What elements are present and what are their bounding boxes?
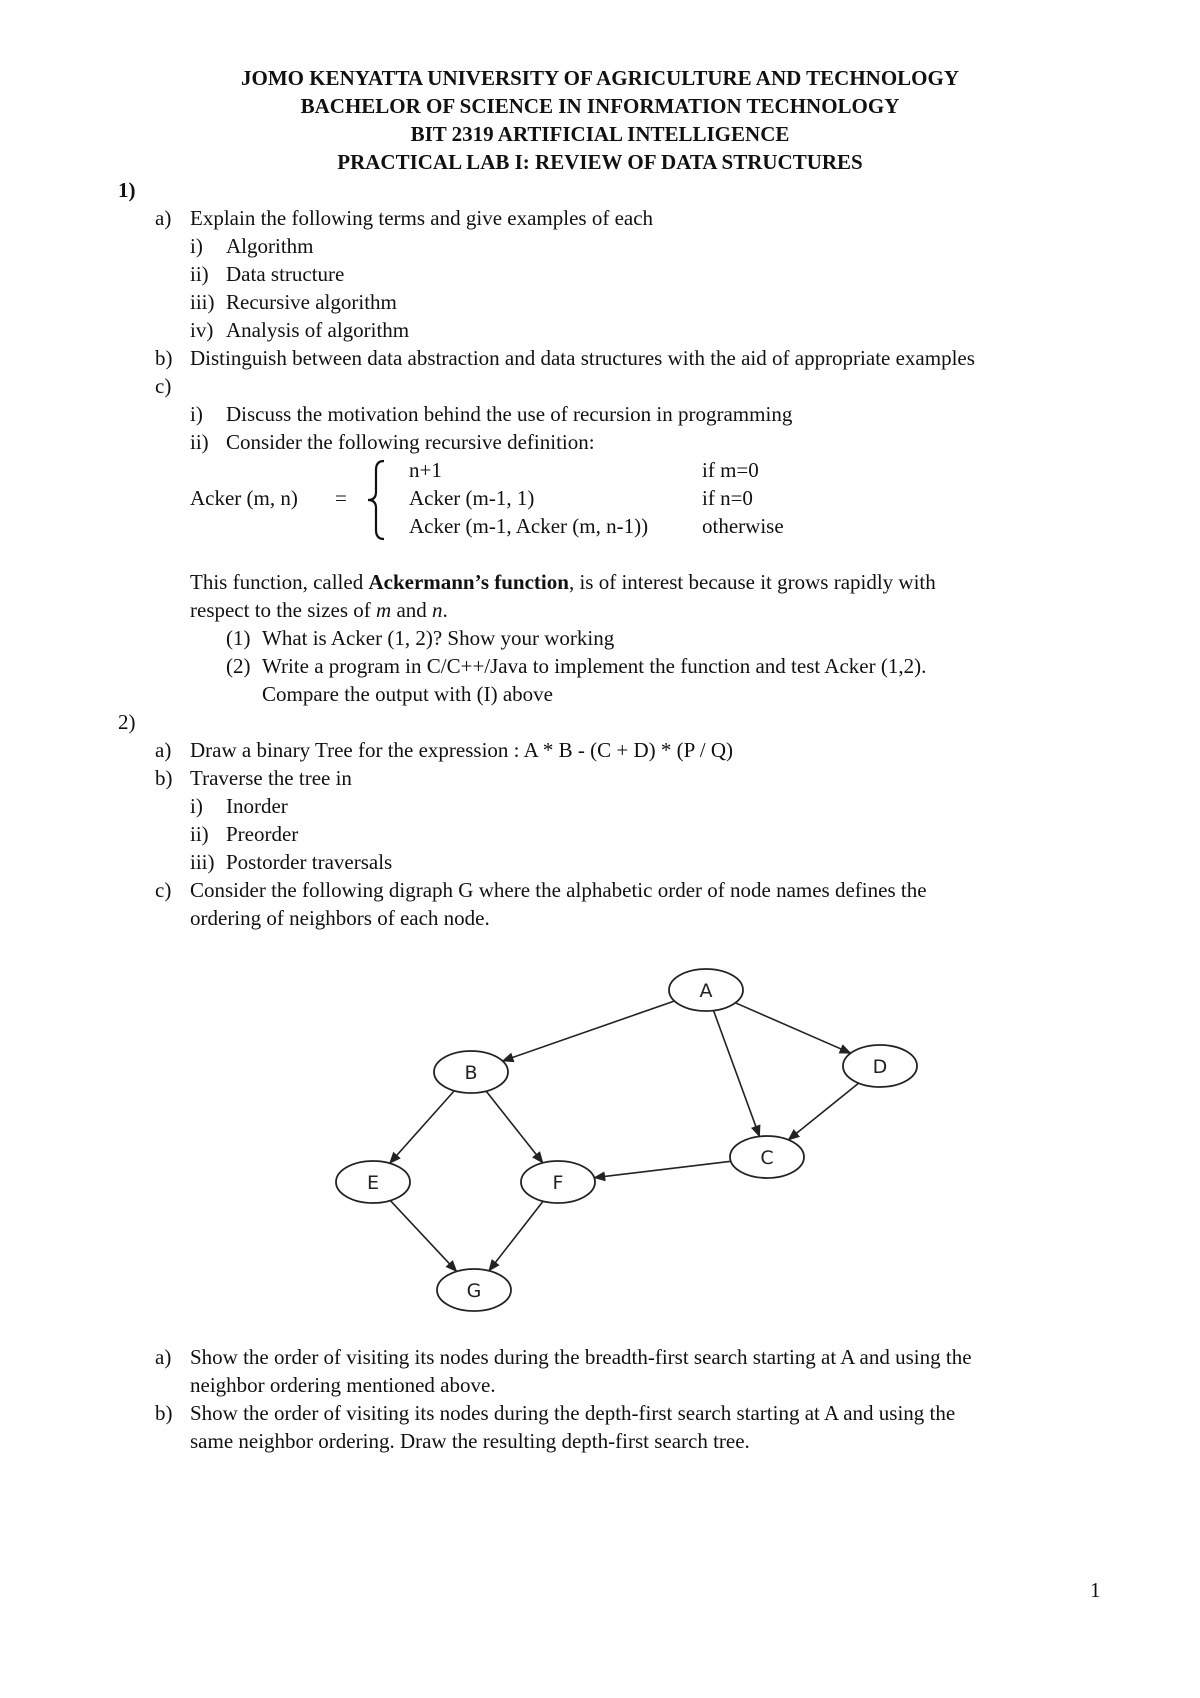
acker-case-cond: if m=0 bbox=[702, 458, 759, 482]
text-span: and bbox=[391, 598, 433, 622]
q2-b-item-text: Postorder traversals bbox=[226, 850, 393, 874]
q1-c-ii-text: Consider the following recursive definition: bbox=[226, 430, 595, 454]
q2-c-text-line1: Consider the following digraph G where the alphabetic order of node names defines the bbox=[190, 878, 927, 902]
edge-f-g bbox=[489, 1201, 543, 1271]
node-label: A bbox=[699, 980, 713, 1002]
q1-a-text: Explain the following terms and give examples of each bbox=[190, 206, 654, 230]
text-span: This function, called bbox=[190, 570, 369, 594]
acker-case-expr: Acker (m-1, Acker (m, n-1)) bbox=[409, 514, 649, 538]
acker-case-cond: otherwise bbox=[702, 514, 784, 538]
q1-b-label: b) bbox=[155, 346, 173, 370]
q1-a-item-text: Data structure bbox=[226, 262, 345, 286]
q2-a-text: Draw a binary Tree for the expression : A * B - (C + D) * (P / Q) bbox=[190, 738, 733, 762]
ackermann-term: Ackermann’s function bbox=[368, 570, 569, 594]
q2-sa-label: a) bbox=[155, 1345, 172, 1369]
edge-b-e bbox=[390, 1091, 455, 1164]
acker-case-expr: Acker (m-1, 1) bbox=[409, 486, 535, 510]
node-label: B bbox=[464, 1062, 478, 1084]
node-e bbox=[336, 1161, 410, 1203]
q1-a-item-text: Recursive algorithm bbox=[226, 290, 397, 314]
node-a bbox=[669, 969, 743, 1011]
q2-b-item-label: iii) bbox=[190, 850, 215, 874]
q1-sub2-label: (2) bbox=[226, 654, 251, 678]
edge-b-f bbox=[486, 1091, 543, 1163]
q1-sub2-continued: Compare the output with (I) above bbox=[262, 682, 554, 706]
q2-sa-text-line2: neighbor ordering mentioned above. bbox=[190, 1373, 496, 1397]
q2-sb-label: b) bbox=[155, 1401, 173, 1425]
q1-c-label: c) bbox=[155, 374, 172, 398]
edge-e-g bbox=[390, 1201, 456, 1272]
text-span: . bbox=[442, 598, 448, 622]
q1-a-item-label: iv) bbox=[190, 318, 214, 342]
text-span: respect to the sizes of bbox=[190, 598, 377, 622]
question-2-number: 2) bbox=[118, 710, 136, 734]
node-label: G bbox=[466, 1280, 482, 1302]
page-number: 1 bbox=[1090, 1578, 1101, 1602]
q2-sb-text-line1: Show the order of visiting its nodes during the depth-first search starting at A and using the bbox=[190, 1401, 956, 1425]
q1-b-text: Distinguish between data abstraction and data structures with the aid of appropriate examples bbox=[190, 346, 975, 370]
edge-a-d bbox=[735, 1003, 850, 1053]
q2-sa-text-line1: Show the order of visiting its nodes during the breadth-first search starting at A and using the bbox=[190, 1345, 972, 1369]
node-label: E bbox=[366, 1172, 380, 1194]
q1-c-i-text: Discuss the motivation behind the use of recursion in programming bbox=[226, 402, 793, 426]
edge-c-f bbox=[594, 1161, 731, 1177]
q2-a-label: a) bbox=[155, 738, 172, 762]
q1-a-item-label: ii) bbox=[190, 262, 209, 286]
university-title: JOMO KENYATTA UNIVERSITY OF AGRICULTURE AND TECHNOLOGY bbox=[240, 66, 960, 90]
node-b bbox=[434, 1051, 508, 1093]
course-title: BIT 2319 ARTIFICIAL INTELLIGENCE bbox=[410, 122, 790, 146]
q1-sub1-label: (1) bbox=[226, 626, 251, 650]
acker-case-expr: n+1 bbox=[409, 458, 442, 482]
acker-case-cond: if n=0 bbox=[702, 486, 753, 510]
q2-c-text-line2: ordering of neighbors of each node. bbox=[190, 906, 490, 930]
q2-b-text: Traverse the tree in bbox=[190, 766, 352, 790]
node-c bbox=[730, 1136, 804, 1178]
degree-title: BACHELOR OF SCIENCE IN INFORMATION TECHNOLOGY bbox=[300, 94, 900, 118]
q2-b-item-text: Preorder bbox=[226, 822, 299, 846]
q1-a-item-text: Analysis of algorithm bbox=[226, 318, 410, 342]
q1-c-ii-label: ii) bbox=[190, 430, 209, 454]
node-label: C bbox=[760, 1147, 774, 1169]
q2-b-label: b) bbox=[155, 766, 173, 790]
variable-n: n bbox=[432, 598, 443, 622]
q1-a-item-label: i) bbox=[190, 234, 203, 258]
q1-a-item-label: iii) bbox=[190, 290, 215, 314]
acker-equals: = bbox=[335, 486, 347, 510]
q1-sub1-text: What is Acker (1, 2)? Show your working bbox=[262, 626, 615, 650]
question-1-number: 1) bbox=[118, 178, 136, 202]
q2-sb-text-line2: same neighbor ordering. Draw the resulting depth-first search tree. bbox=[190, 1429, 750, 1453]
q1-a-label: a) bbox=[155, 206, 172, 230]
q2-b-item-label: ii) bbox=[190, 822, 209, 846]
variable-m: m bbox=[376, 598, 392, 622]
q2-b-item-text: Inorder bbox=[226, 794, 288, 818]
lab-title: PRACTICAL LAB I: REVIEW OF DATA STRUCTURES bbox=[337, 150, 863, 174]
q2-b-item-label: i) bbox=[190, 794, 203, 818]
q2-c-label: c) bbox=[155, 878, 172, 902]
edge-a-b bbox=[503, 1001, 675, 1061]
edge-d-c bbox=[788, 1083, 858, 1140]
node-f bbox=[521, 1161, 595, 1203]
text-span: , is of interest because it grows rapidly with bbox=[568, 570, 936, 594]
q1-a-item-text: Algorithm bbox=[226, 234, 314, 258]
edge-a-c bbox=[714, 1011, 760, 1137]
q1-c-i-label: i) bbox=[190, 402, 203, 426]
node-label: D bbox=[872, 1056, 888, 1078]
node-d bbox=[843, 1045, 917, 1087]
node-label: F bbox=[552, 1172, 564, 1194]
q1-sub2-text: Write a program in C/C++/Java to implement the function and test Acker (1,2). bbox=[262, 654, 927, 678]
acker-lhs: Acker (m, n) bbox=[190, 486, 298, 510]
node-g bbox=[437, 1269, 511, 1311]
